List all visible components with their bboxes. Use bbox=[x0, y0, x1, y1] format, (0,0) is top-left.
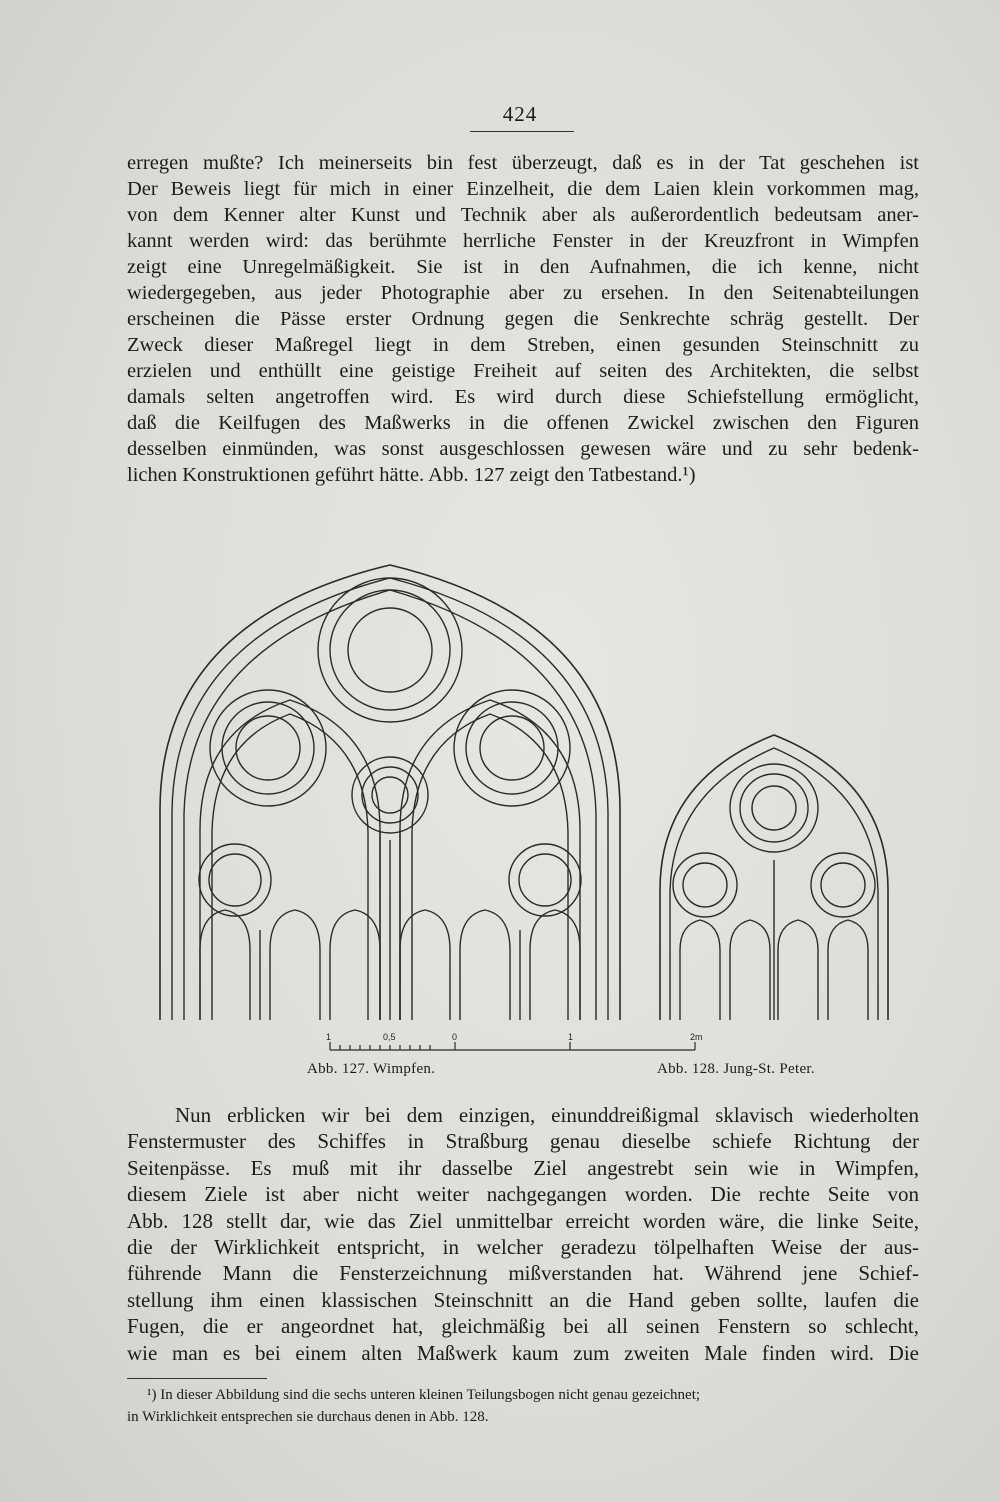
page-number: 424 bbox=[502, 102, 538, 126]
paragraph-2 bbox=[127, 1102, 919, 1366]
text-line: erscheinen die Pässe erster Ordnung gegen die Senkrechte schräg gestellt. Der bbox=[127, 308, 919, 330]
wimpfen-window-drawing bbox=[160, 565, 620, 1020]
text-line: Abb. 128 stellt dar, wie das Ziel unmittelbar erreicht worden wäre, die linke Seite, bbox=[127, 1208, 919, 1233]
scale-label: 1 bbox=[568, 1032, 574, 1042]
footnote-rule bbox=[127, 1378, 267, 1379]
scale-label: 1 bbox=[326, 1032, 332, 1042]
text-line: wie man es bei einem alten Maßwerk kaum zum zweiten Male finden wird. Die bbox=[127, 1340, 919, 1365]
scale-label: 0 bbox=[452, 1032, 458, 1042]
text-line: kannt werden wird: das berühmte herrliche Fenster in der Kreuzfront in Wimpfen bbox=[127, 230, 919, 252]
text-line: Nun erblicken wir bei dem einzigen, einunddreißigmal sklavisch wiederholten bbox=[175, 1103, 919, 1127]
text-line: erregen mußte? Ich meinerseits bin fest überzeugt, daß es in der Tat geschehen ist bbox=[127, 152, 919, 174]
text-line: damals selten angetroffen wird. Es wird durch diese Schiefstellung ermöglicht, bbox=[127, 386, 919, 408]
figure-caption-128: Abb. 128. Jung-St. Peter. bbox=[657, 1061, 815, 1077]
tracery-figure bbox=[140, 530, 900, 1090]
text-line: Fugen, die er angeordnet hat, gleichmäßig bei all seinen Fenstern so schlecht, bbox=[127, 1314, 919, 1339]
text-line: erzielen und enthüllt eine geistige Freiheit auf seiten des Architekten, die selbst bbox=[127, 360, 919, 382]
paragraph-1 bbox=[127, 150, 919, 488]
text-line: Fenstermuster des Schiffes in Straßburg genau dieselbe schiefe Richtung der bbox=[127, 1129, 919, 1154]
text-line: stellung ihm einen klassischen Steinschnitt an die Hand geben sollte, laufen die bbox=[127, 1287, 919, 1312]
text-line: Seitenpässe. Es muß mit ihr dasselbe Ziel angestrebt sein wie in Wimpfen, bbox=[127, 1155, 919, 1180]
footnote-line: ¹) In dieser Abbildung sind die sechs unteren kleinen Teilungsbogen nicht genau gezeichnet; bbox=[147, 1387, 701, 1403]
text-line: Der Beweis liegt für mich in einer Einzelheit, die dem Laien klein vorkommen mag, bbox=[127, 178, 919, 200]
text-line: daß die Keilfugen des Maßwerks in die offenen Zwickel zwischen den Figuren bbox=[127, 412, 919, 434]
jung-st-peter-window-drawing bbox=[660, 735, 888, 1020]
text-line: zeigt eine Unregelmäßigkeit. Sie ist in den Aufnahmen, die ich kenne, nicht bbox=[127, 256, 919, 278]
text-line: desselben einmünden, was sonst ausgeschlossen gewesen wäre und zu sehr bedenk- bbox=[127, 438, 919, 460]
text-line: die der Wirklichkeit entspricht, in welcher geradezu tölpelhaften Weise der aus- bbox=[127, 1235, 919, 1260]
footnote-line: in Wirklichkeit entsprechen sie durchaus denen in Abb. 128. bbox=[127, 1409, 489, 1425]
text-line: führende Mann die Fensterzeichnung mißverstanden hat. Während jene Schief- bbox=[127, 1261, 919, 1286]
scale-label: 2m bbox=[690, 1032, 703, 1042]
text-line: lichen Konstruktionen geführt hätte. Abb. 127 zeigt den Tatbestand.¹) bbox=[127, 464, 696, 486]
text-line: von dem Kenner alter Kunst und Technik aber als außerordentlich bedeutsam aner- bbox=[127, 204, 919, 226]
page-number-rule bbox=[470, 131, 574, 132]
tracery-drawing bbox=[140, 530, 900, 1090]
text-line: Zweck dieser Maßregel liegt in dem Streben, einen gesunden Steinschnitt zu bbox=[127, 334, 919, 356]
figure-caption-127: Abb. 127. Wimpfen. bbox=[307, 1061, 436, 1077]
text-line: diesem Ziele ist aber nicht weiter nachgegangen worden. Die rechte Seite von bbox=[127, 1182, 919, 1207]
scale-bar bbox=[330, 1042, 695, 1050]
text-line: wiedergegeben, aus jeder Photographie aber zu ersehen. In den Seitenabteilungen bbox=[127, 282, 919, 304]
scale-label: 0,5 bbox=[383, 1032, 396, 1042]
